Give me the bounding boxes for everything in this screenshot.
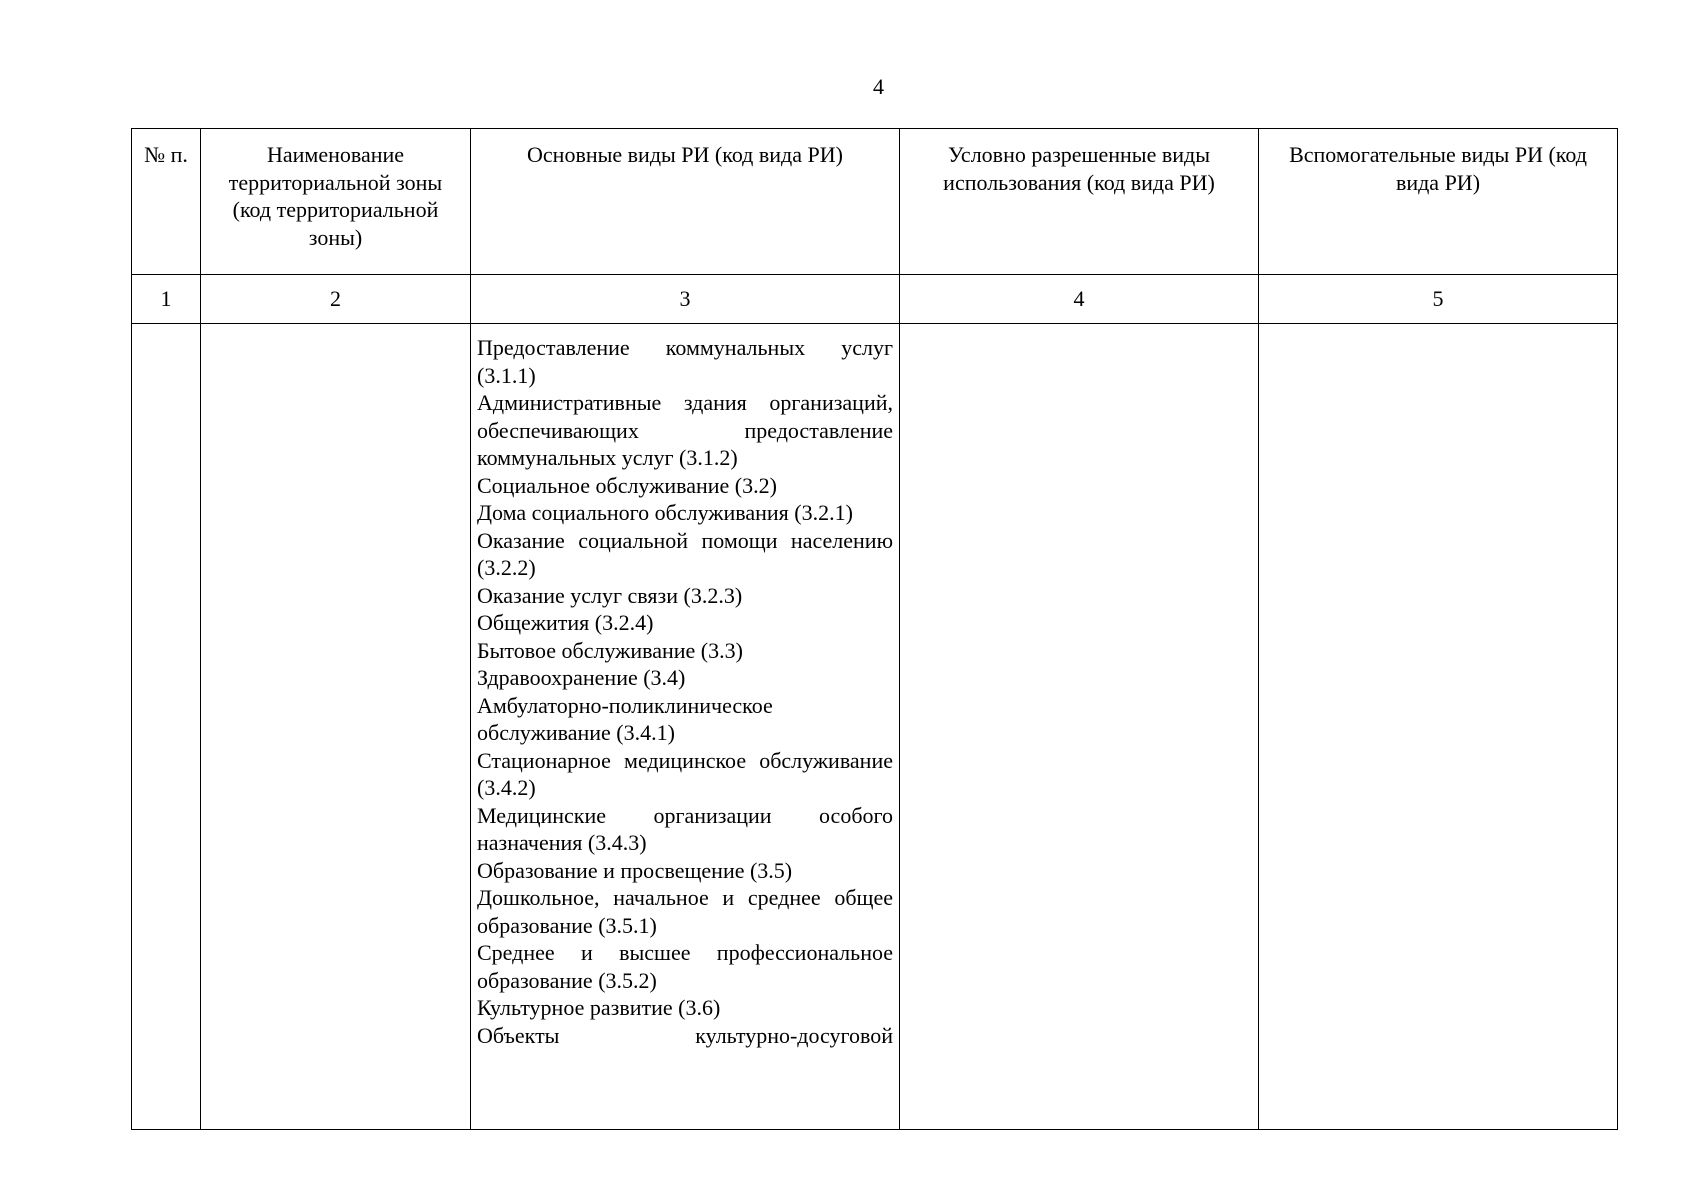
column-number: 2	[201, 275, 471, 324]
column-number: 1	[132, 275, 201, 324]
header-row	[132, 129, 1618, 275]
list-item: Амбулаторно-поликлиническое обслуживание (3.4.1)	[477, 692, 773, 745]
list-item: Оказание социальной помощи населению (3.2.2)	[477, 527, 893, 580]
column-number-row	[132, 275, 1618, 324]
list-item: Стационарное медицинское обслуживание (3.4.2)	[477, 747, 893, 800]
cell-conditional-uses	[900, 324, 1259, 1130]
header-zone-name: Наименование территориальной зоны (код территориальной зоны)	[201, 129, 471, 275]
cell-zone-name	[201, 324, 471, 1130]
list-item: Административные здания организаций, обеспечивающих предоставление коммунальных услуг (3.1.2)	[477, 390, 893, 470]
list-item: Объекты культурно-досуговой	[477, 1022, 893, 1048]
list-item: Среднее и высшее профессиональное образование (3.5.2)	[477, 940, 893, 993]
header-main-uses: Основные виды РИ (код вида РИ)	[471, 129, 900, 275]
header-number: № п.	[132, 129, 201, 275]
table-row	[132, 324, 1618, 1130]
zones-table	[131, 128, 1618, 1130]
header-auxiliary-uses: Вспомогательные виды РИ (код вида РИ)	[1259, 129, 1618, 275]
list-item: Медицинские организации особого назначения (3.4.3)	[477, 802, 893, 855]
main-uses-list	[471, 324, 899, 1049]
header-conditional-uses: Условно разрешенные виды использования (код вида РИ)	[900, 129, 1259, 275]
cell-main-uses	[471, 324, 900, 1130]
list-item: Социальное обслуживание (3.2)	[477, 472, 777, 498]
column-number: 3	[471, 275, 900, 324]
column-number: 5	[1259, 275, 1618, 324]
list-item: Дома социального обслуживания (3.2.1)	[477, 500, 853, 525]
page-number: 4	[873, 74, 884, 99]
list-item: Здравоохранение (3.4)	[477, 665, 686, 690]
cell-auxiliary-uses	[1259, 324, 1618, 1130]
list-item: Образование и просвещение (3.5)	[477, 857, 793, 883]
list-item: Оказание услуг связи (3.2.3)	[477, 582, 743, 608]
cell-number	[132, 324, 201, 1130]
list-item: Бытовое обслуживание (3.3)	[477, 637, 743, 663]
list-item: Дошкольное, начальное и среднее общее образование (3.5.1)	[477, 885, 893, 938]
list-item: Общежития (3.2.4)	[477, 610, 654, 635]
column-number: 4	[900, 275, 1259, 324]
list-item: Предоставление коммунальных услуг (3.1.1)	[477, 335, 893, 388]
list-item: Культурное развитие (3.6)	[477, 995, 721, 1020]
